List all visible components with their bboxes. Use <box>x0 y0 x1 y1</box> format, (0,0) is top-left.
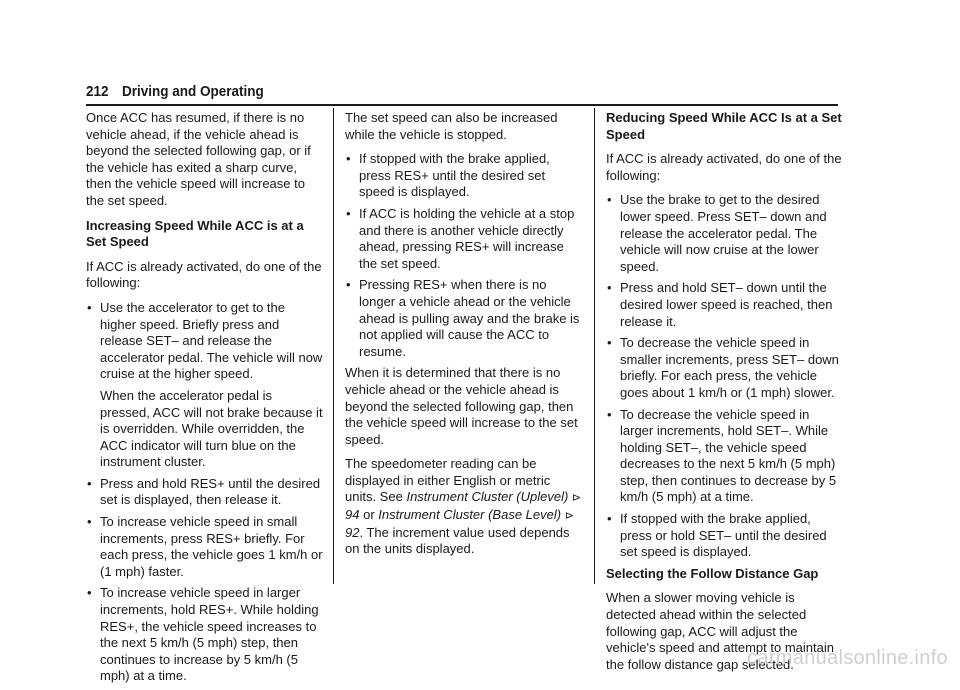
list-item <box>86 514 324 580</box>
bullet-icon: • <box>607 335 612 351</box>
list-item-text: If stopped with the brake applied, press RES+ until the desired set speed is displayed. <box>359 151 550 200</box>
bullet-icon: • <box>607 192 612 208</box>
subheading: Reducing Speed While ACC Is at a Set Speed <box>606 110 842 142</box>
list-item <box>606 335 844 401</box>
subheading: Selecting the Follow Distance Gap <box>606 565 819 581</box>
column-3 <box>606 110 844 681</box>
section-title: Driving and Operating <box>122 83 264 100</box>
page-number: 212 <box>86 83 109 100</box>
list-item-text: To decrease the vehicle speed in smaller increments, press SET– down briefly. For each press, the vehicle goes about 1 km/h or (1 mph) slower. <box>620 335 839 400</box>
paragraph-with-references <box>345 456 583 558</box>
list-item-text: If ACC is holding the vehicle at a stop and there is another vehicle directly ahead, pressing RES+ will increase the set speed. <box>359 205 575 271</box>
page-reference[interactable]: 92 <box>345 524 360 540</box>
bullet-icon: • <box>346 151 351 167</box>
watermark: carmanualsonline.info <box>747 647 948 669</box>
list-item-text: To decrease the vehicle speed in larger increments, hold SET–. While holding SET–, the vehicle speed decreases to the next 5 km/h (5 mph) step, then continues to decrease by 5 km/h (5 mph) at a time. <box>620 406 837 505</box>
list-item <box>345 206 583 272</box>
list-item <box>606 511 844 561</box>
list-item <box>345 151 583 201</box>
bullet-icon: • <box>346 277 351 293</box>
paragraph: If ACC is already activated, do one of the following: <box>606 151 842 183</box>
arrow-circle-icon: ⊳ <box>564 510 574 523</box>
list-item <box>606 192 844 275</box>
cross-reference-link[interactable]: Instrument Cluster (Uplevel) <box>406 489 569 505</box>
list-item <box>86 585 324 685</box>
list-item <box>345 277 583 360</box>
cross-reference-link[interactable]: Instrument Cluster (Base Level) <box>378 507 562 523</box>
page-header <box>86 80 838 106</box>
bullet-icon: • <box>87 514 92 530</box>
bullet-icon: • <box>87 299 92 315</box>
paragraph: The set speed can also be increased while the vehicle is stopped. <box>345 110 558 142</box>
bullet-icon: • <box>607 406 612 422</box>
list-item-text: Press and hold RES+ until the desired set is displayed, then release it. <box>100 475 321 508</box>
paragraph-text: The speedometer reading can be displayed in either English or metric units. See <box>345 456 551 505</box>
page-reference[interactable]: 94 <box>345 507 360 523</box>
paragraph: When the accelerator pedal is pressed, ACC will not brake because it is overridden. While overridden, the ACC indicator will turn blue on the instrument cluster. <box>100 387 323 470</box>
list-item <box>606 407 844 507</box>
list-item-text: Press and hold SET– down until the desired lower speed is reached, then release it. <box>620 280 833 329</box>
list-item-text: To increase vehicle speed in small increments, press RES+ briefly. For each press, the vehicle goes 1 km/h or (1 mph) faster. <box>100 514 323 579</box>
list-item-text: Pressing RES+ when there is no longer a vehicle ahead or the vehicle ahead is pulling away and the brake is not applied will cause the ACC to resume. <box>359 277 580 359</box>
list-item <box>86 300 324 383</box>
column-divider <box>333 108 334 584</box>
list-item <box>606 280 844 330</box>
paragraph: If ACC is already activated, do one of the following: <box>86 258 322 291</box>
paragraph: When a slower moving vehicle is detected ahead within the selected following gap, ACC will adjust the vehicle's speed and attempt to maintain the follow distance gap selected. <box>606 590 834 672</box>
arrow-circle-icon: ⊳ <box>571 492 582 505</box>
bullet-icon: • <box>87 475 92 491</box>
bullet-icon: • <box>87 585 92 601</box>
list-item-text: Use the brake to get to the desired lower speed. Press SET– down and release the accelerator pedal. The vehicle will now cruise at the lower speed. <box>620 192 827 274</box>
paragraph-text: or <box>363 507 375 523</box>
list-item-text: Use the accelerator to get to the higher speed. Briefly press and release SET– and release the accelerator pedal. The vehicle will now cruise at the higher speed. <box>100 299 323 382</box>
list-item <box>86 476 324 509</box>
paragraph-text: . The increment value used depends on the units displayed. <box>345 524 570 557</box>
paragraph: When it is determined that there is no vehicle ahead or the vehicle ahead is beyond the selected following gap, then the vehicle speed will increase to the set speed. <box>345 365 578 447</box>
paragraph: Once ACC has resumed, if there is no vehicle ahead, if the vehicle ahead is beyond the selected following gap, or if the vehicle has exited a sharp curve, then the vehicle speed will increase to the set speed. <box>86 110 311 208</box>
subheading: Increasing Speed While ACC is at a Set Speed <box>86 217 304 250</box>
column-2 <box>345 110 583 566</box>
bullet-icon: • <box>607 280 612 296</box>
column-divider <box>594 108 595 584</box>
column-1 <box>86 110 324 690</box>
list-item-text: If stopped with the brake applied, press or hold SET– until the desired set speed is displayed. <box>620 511 827 560</box>
bullet-icon: • <box>607 511 612 527</box>
list-item-text: To increase vehicle speed in larger increments, hold RES+. While holding RES+, the vehicle speed increases to the next 5 km/h (5 mph) step, then continues to increase by 5 km/h (5 mph) at a time. <box>100 585 319 684</box>
bullet-icon: • <box>346 205 351 221</box>
